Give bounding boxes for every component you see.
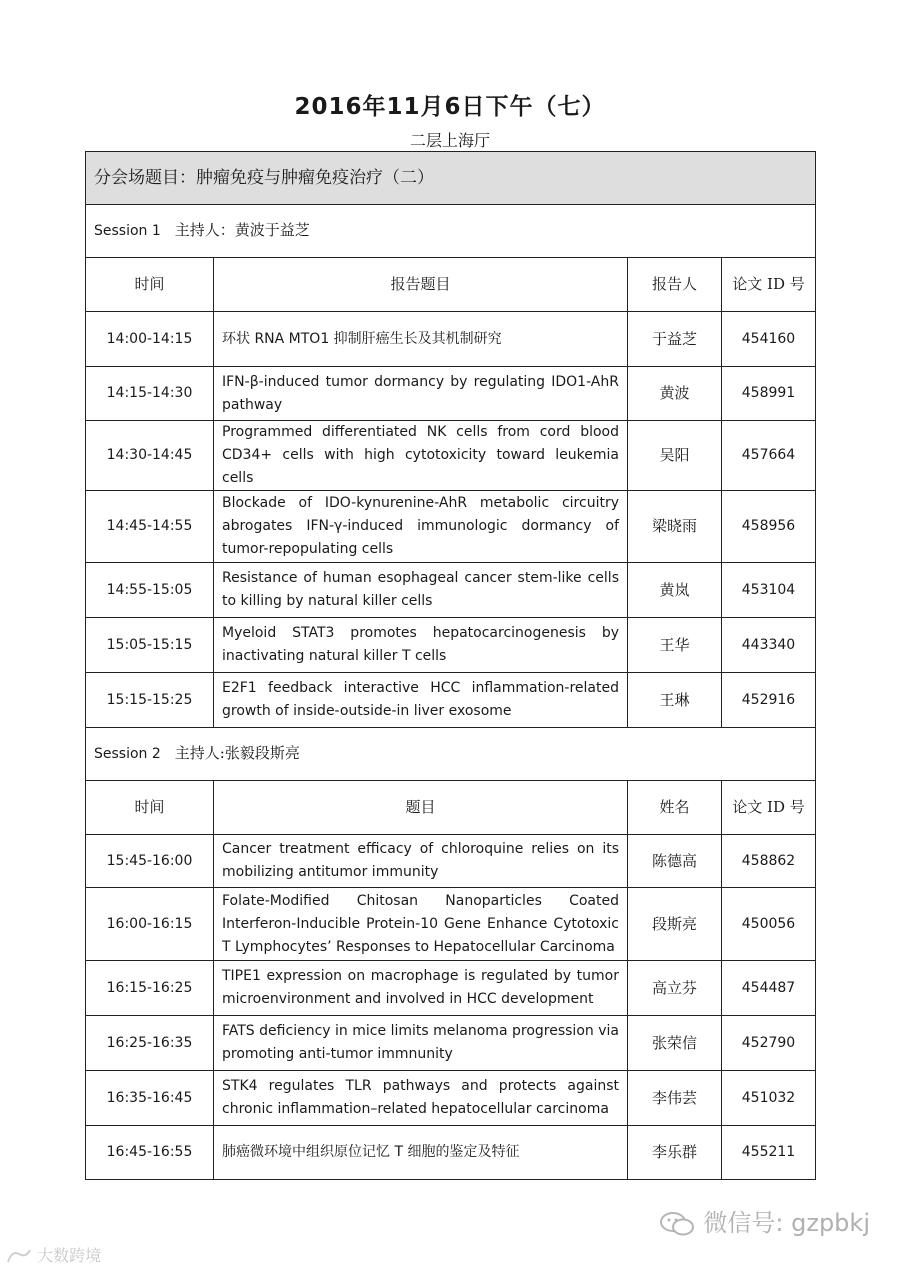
time-cell: 15:45-16:00 [86, 835, 214, 888]
session-label: Session 2 [94, 746, 161, 762]
speaker-cell: 王琳 [628, 673, 722, 728]
column-header: 报告人 [628, 258, 722, 312]
speaker-cell: 黄波 [628, 367, 722, 421]
table-row [86, 961, 816, 1016]
speaker-cell: 李伟芸 [628, 1071, 722, 1126]
topic-cell: 肺癌微环境中组织原位记忆 T 细胞的鉴定及特征 [214, 1126, 628, 1180]
schedule-table [85, 151, 816, 1180]
column-header: 姓名 [628, 781, 722, 835]
watermark-left [6, 1243, 101, 1266]
venue-subtitle: 二层上海厅 [409, 131, 490, 150]
speaker-cell: 李乐群 [628, 1126, 722, 1180]
topic-cell: IFN-β-induced tumor dormancy by regulating IDO1-AhR pathway [214, 367, 628, 421]
brand-logo-icon [6, 1248, 32, 1266]
session-cell [86, 205, 816, 258]
wechat-icon [658, 1210, 696, 1238]
table-row [86, 1016, 816, 1071]
speaker-cell: 黄岚 [628, 563, 722, 618]
paper-id-cell: 458991 [722, 367, 816, 421]
table-row [86, 563, 816, 618]
session-row [86, 728, 816, 781]
paper-id-cell: 457664 [722, 421, 816, 491]
paper-id-cell: 458956 [722, 491, 816, 563]
speaker-cell: 高立芬 [628, 961, 722, 1016]
watermark-right-text: 微信号: gzpbkj [703, 1209, 870, 1237]
paper-id-cell: 453104 [722, 563, 816, 618]
paper-id-cell: 454487 [722, 961, 816, 1016]
time-cell: 16:45-16:55 [86, 1126, 214, 1180]
speaker-cell: 于益芝 [628, 312, 722, 367]
session-cell [86, 728, 816, 781]
topic-cell: STK4 regulates TLR pathways and protects against chronic inflammation–related hepatocellular carcinoma [214, 1071, 628, 1126]
time-cell: 15:15-15:25 [86, 673, 214, 728]
table-row [86, 367, 816, 421]
speaker-cell: 王华 [628, 618, 722, 673]
column-header: 论文 ID 号 [722, 258, 816, 312]
session-host: 主持人：黄波于益芝 [174, 221, 310, 239]
topic-cell: Myeloid STAT3 promotes hepatocarcinogenesis by inactivating natural killer T cells [214, 618, 628, 673]
watermark-right [658, 1203, 870, 1238]
speaker-cell: 陈德高 [628, 835, 722, 888]
time-cell: 14:15-14:30 [86, 367, 214, 421]
table-header-row [86, 781, 816, 835]
speaker-cell: 梁晓雨 [628, 491, 722, 563]
table-row [86, 835, 816, 888]
column-header: 论文 ID 号 [722, 781, 816, 835]
page-title: 2016年11月6日下午（七） [294, 94, 606, 120]
topic-cell: Cancer treatment efficacy of chloroquine relies on its mobilizing antitumor immunity [214, 835, 628, 888]
session-row [86, 205, 816, 258]
time-cell: 16:35-16:45 [86, 1071, 214, 1126]
table-row [86, 1126, 816, 1180]
paper-id-cell: 455211 [722, 1126, 816, 1180]
paper-id-cell: 451032 [722, 1071, 816, 1126]
time-cell: 16:00-16:15 [86, 888, 214, 961]
table-row [86, 888, 816, 961]
speaker-cell: 段斯亮 [628, 888, 722, 961]
speaker-cell: 张荣信 [628, 1016, 722, 1071]
topic-cell: Programmed differentiated NK cells from cord blood CD34+ cells with high cytotoxicity toward leukemia cells [214, 421, 628, 491]
table-row [86, 312, 816, 367]
topic-cell: Folate-Modified Chitosan Nanoparticles Coated Interferon-Inducible Protein-10 Gene Enhance Cytotoxic T Lymphocytes’ Responses to Hepatocellular Carcinoma [214, 888, 628, 961]
paper-id-cell: 443340 [722, 618, 816, 673]
table-header-row [86, 258, 816, 312]
paper-id-cell: 452916 [722, 673, 816, 728]
session-label: Session 1 [94, 223, 161, 239]
paper-id-cell: 454160 [722, 312, 816, 367]
watermark-left-text: 大数跨境 [37, 1246, 102, 1265]
table-row [86, 673, 816, 728]
session-host: 主持人:张毅段斯亮 [174, 744, 300, 762]
table-row [86, 618, 816, 673]
topic-cell: Resistance of human esophageal cancer stem-like cells to killing by natural killer cells [214, 563, 628, 618]
column-header: 题目 [214, 781, 628, 835]
session-topic-banner [86, 152, 816, 205]
table-row [86, 421, 816, 491]
paper-id-cell: 450056 [722, 888, 816, 961]
time-cell: 16:15-16:25 [86, 961, 214, 1016]
column-header: 报告题目 [214, 258, 628, 312]
topic-cell: E2F1 feedback interactive HCC inflammation-related growth of inside-outside-in liver exosome [214, 673, 628, 728]
time-cell: 16:25-16:35 [86, 1016, 214, 1071]
time-cell: 14:45-14:55 [86, 491, 214, 563]
time-cell: 15:05-15:15 [86, 618, 214, 673]
column-header: 时间 [86, 258, 214, 312]
speaker-cell: 吴阳 [628, 421, 722, 491]
table-row [86, 1071, 816, 1126]
time-cell: 14:55-15:05 [86, 563, 214, 618]
paper-id-cell: 458862 [722, 835, 816, 888]
column-header: 时间 [86, 781, 214, 835]
topic-cell: TIPE1 expression on macrophage is regulated by tumor microenvironment and involved in HCC development [214, 961, 628, 1016]
session-topic: 分会场题目：肿瘤免疫与肿瘤免疫治疗（二） [86, 152, 816, 205]
topic-cell: 环状 RNA MTO1 抑制肝癌生长及其机制研究 [214, 312, 628, 367]
table-row [86, 491, 816, 563]
topic-cell: FATS deficiency in mice limits melanoma progression via promoting anti-tumor immnunity [214, 1016, 628, 1071]
paper-id-cell: 452790 [722, 1016, 816, 1071]
topic-cell: Blockade of IDO-kynurenine-AhR metabolic circuitry abrogates IFN-γ-induced immunologic dormancy of tumor-repopulating cells [214, 491, 628, 563]
time-cell: 14:00-14:15 [86, 312, 214, 367]
time-cell: 14:30-14:45 [86, 421, 214, 491]
